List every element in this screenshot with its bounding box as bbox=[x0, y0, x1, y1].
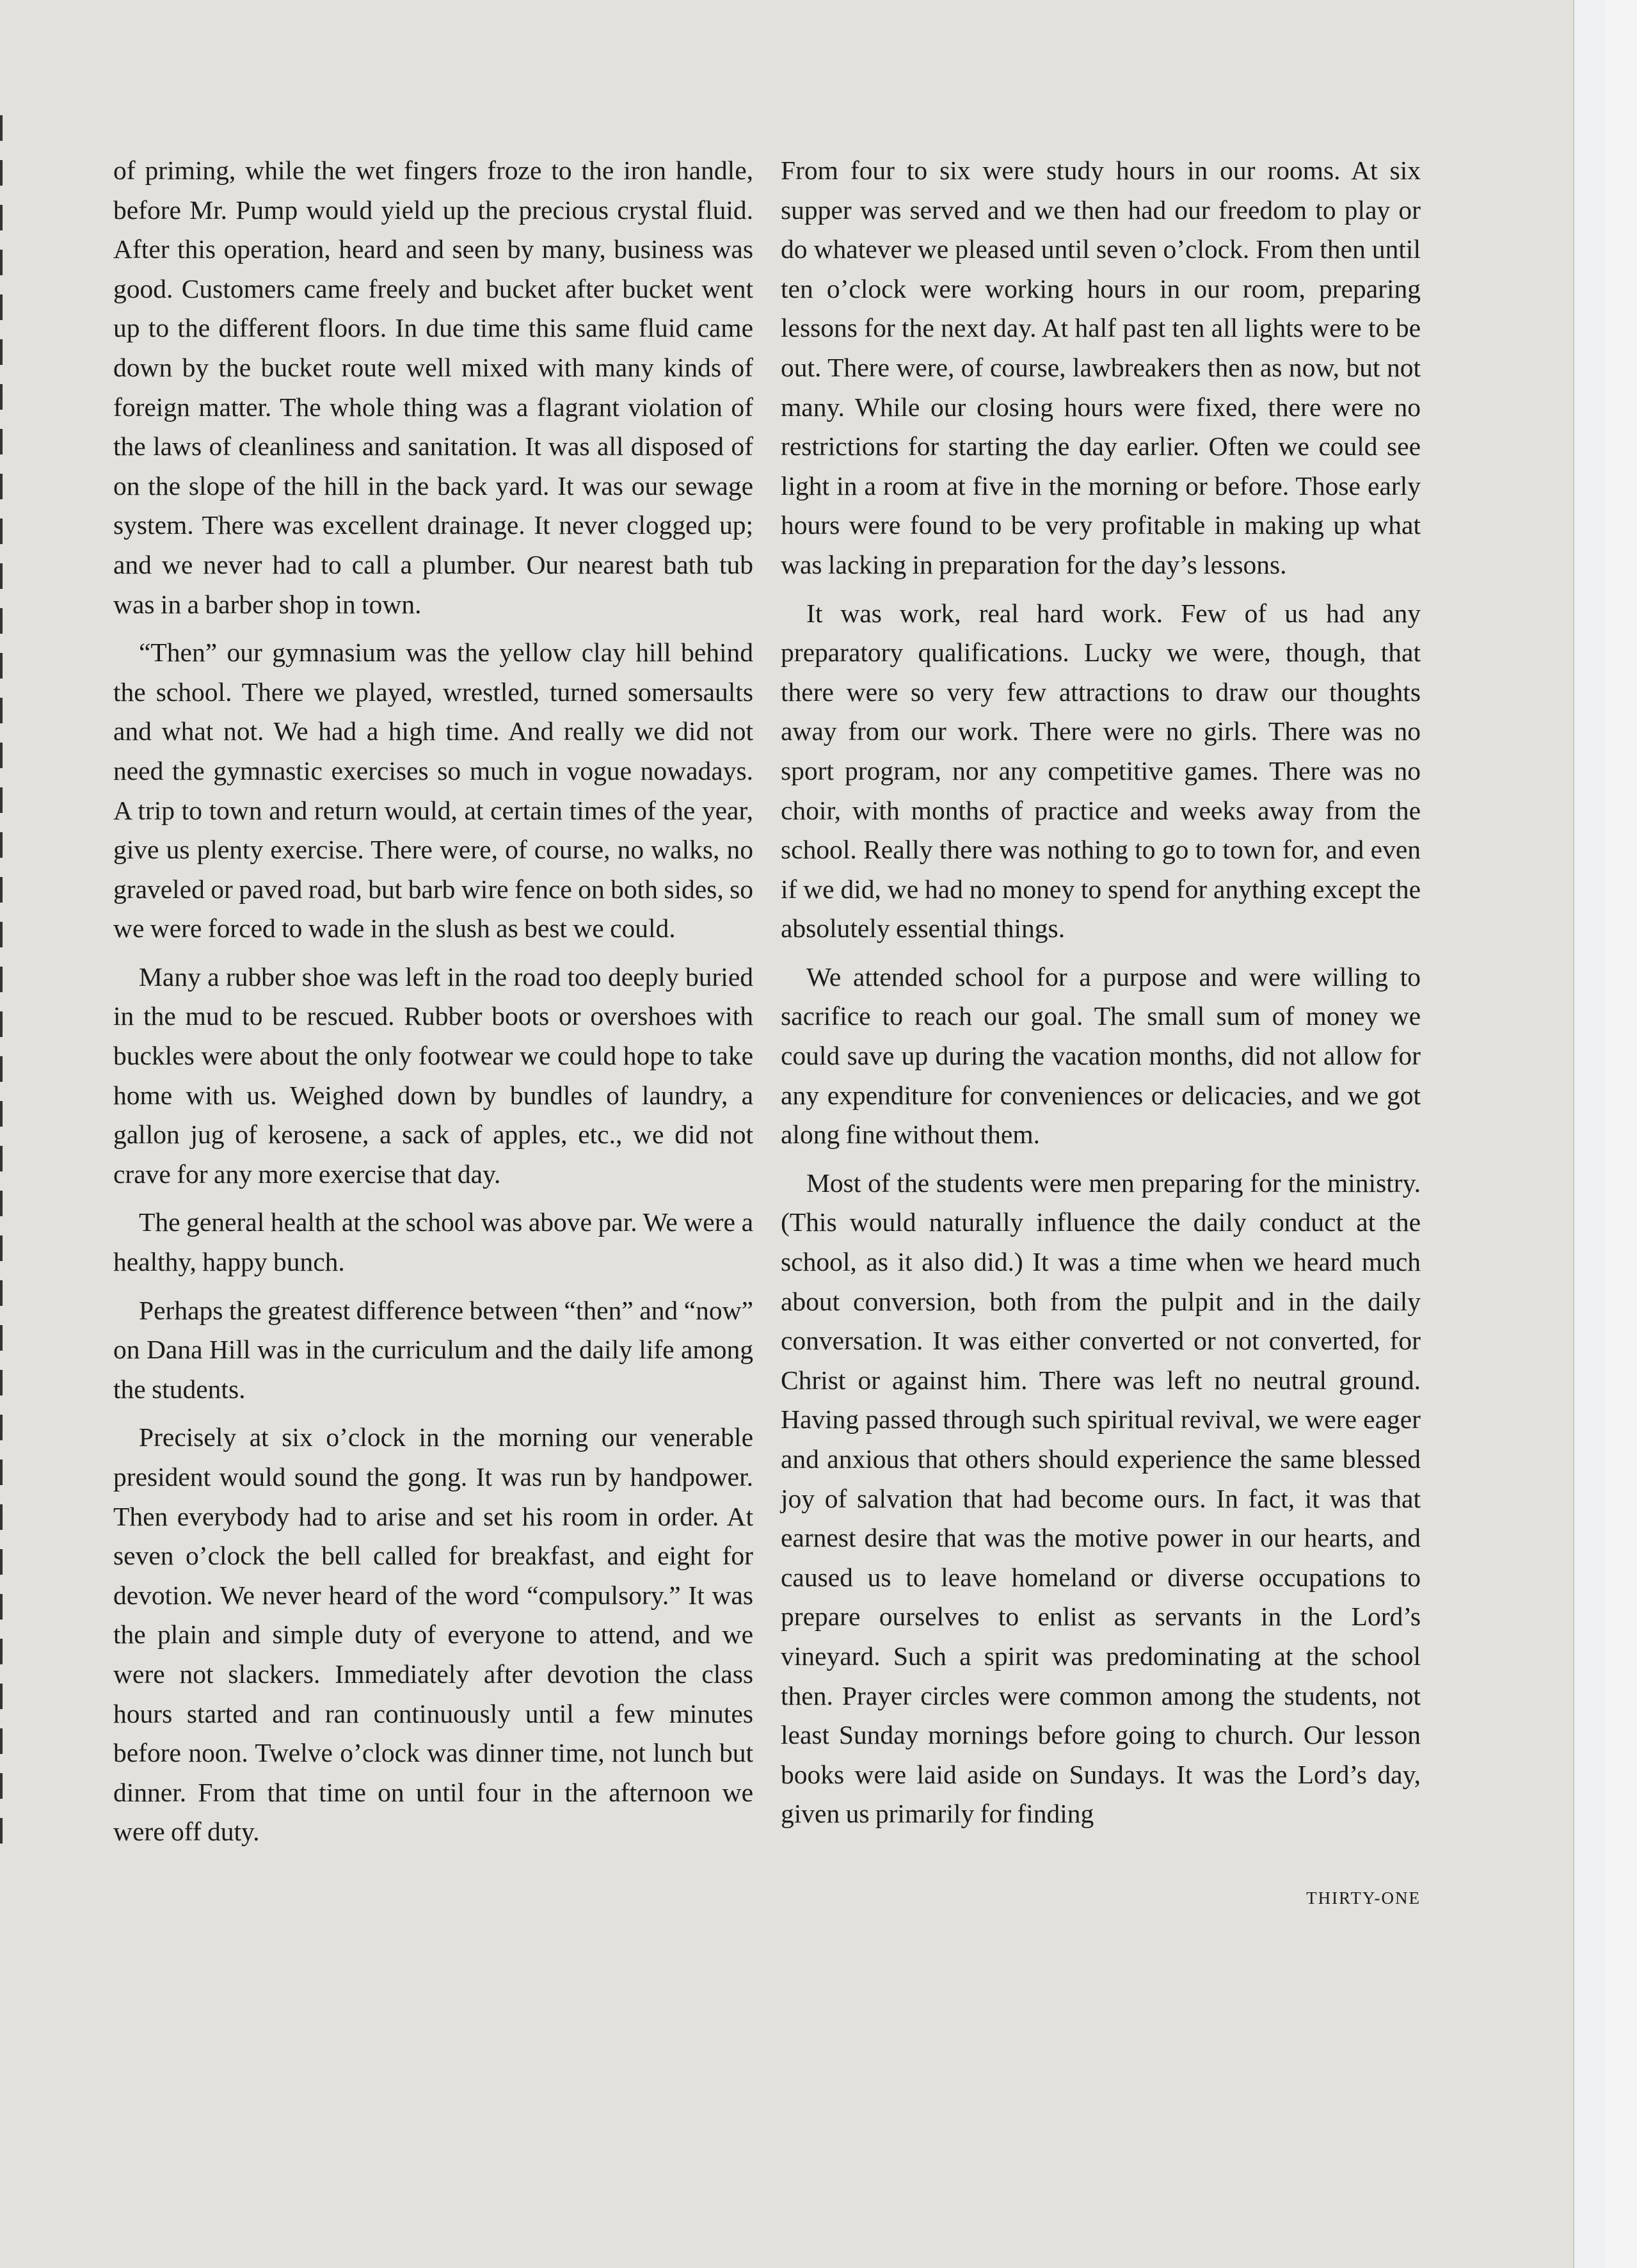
paragraph: The general health at the school was above par. We were a healthy, happy bunch. bbox=[113, 1207, 753, 1277]
paragraph: We attended school for a purpose and were willing to sacrifice to reach our goal. The small sum of money we could save up during the vacation months, did not allow for any expenditure for conveniences or delicacies, and we got along fine without them. bbox=[781, 961, 1421, 1150]
left-column bbox=[113, 151, 753, 1861]
paragraph: From four to six were study hours in our rooms. At six supper was served and we then had our freedom to play or do whatever we pleased until seven o’clock. From then until ten o’clock were working hours in our room, preparing lessons for the next day. At half past ten all lights were to be out. There were, of course, lawbreakers then as now, but not many. While our closing hours were fixed, there were no restrictions for starting the day earlier. Often we could see light in a room at five in the morning or before. Those early hours were found to be very profitable in making up what was lacking in preparation for the day’s lessons. bbox=[781, 156, 1421, 579]
paragraph: Most of the students were men preparing for the ministry. (This would naturally influence the daily conduct at the school, as it also did.) It was a time when we heard much about conversion, both from the pulpit and in the daily conversation. It was either converted or not converted, for Christ or against him. There was left no neutral ground. Having passed through such spiritual revival, we were eager and anxious that others should experience the same blessed joy of salvation that had become ours. In fact, it was that earnest desire that was the motive power in our hearts, and caused us to leave homeland or diverse occupations to prepare ourselves to enlist as servants in the Lord’s vineyard. Such a spirit was predominating at the school then. Prayer circles were common among the students, not least Sunday mornings before going to church. Our lesson books were laid aside on Sundays. It was the Lord’s day, given us primarily for finding bbox=[781, 1168, 1421, 1829]
paragraph: Perhaps the greatest difference between “then” and “now” on Dana Hill was in the curriculum and the daily life among the students. bbox=[113, 1295, 753, 1404]
scan-binding-edge bbox=[0, 115, 3, 1844]
paragraph: It was work, real hard work. Few of us had any preparatory qualifications. Lucky we were, though, that there were so very few attractions to draw our thoughts away from our work. There were no girls. There was no sport program, nor any competitive games. There was no choir, with months of practice and weeks away from the school. Really there was nothing to go to town for, and even if we did, we had no money to spend for anything except the absolutely essential things. bbox=[781, 598, 1421, 944]
paragraph: “Then” our gymnasium was the yellow clay hill behind the school. There we played, wrestled, turned somersaults and what not. We had a high time. And really we did not need the gymnastic exercises so much in vogue nowadays. A trip to town and return would, at certain times of the year, give us plenty exercise. There were, of course, no walks, no graveled or paved road, but barb wire fence on both sides, so we were forced to wade in the slush as best we could. bbox=[113, 638, 753, 944]
page-footer bbox=[113, 1886, 1421, 1910]
text-columns bbox=[113, 151, 1421, 1861]
scan-background-edge bbox=[1573, 0, 1605, 2268]
paragraph: Precisely at six o’clock in the morning our venerable president would sound the gong. It was run by handpower. Then everybody had to arise and set his room in order. At seven o’clock the bell called for breakfast, and eight for devotion. We never heard of the word “compulsory.” It was the plain and simple duty of everyone to attend, and we were not slackers. Immediately after devotion the class hours started and ran continuously until a few minutes before noon. Twelve o’clock was dinner time, not lunch but dinner. From that time on until four in the afternoon we were off duty. bbox=[113, 1422, 753, 1847]
page-number: THIRTY-ONE bbox=[1306, 1888, 1421, 1908]
right-column bbox=[781, 151, 1421, 1843]
paragraph: Many a rubber shoe was left in the road too deeply buried in the mud to be rescued. Rubber boots or overshoes with buckles were about the only footwear we could hope to take home with us. Weighed down by bundles of laundry, a gallon jug of kerosene, a sack of apples, etc., we did not crave for any more exercise that day. bbox=[113, 961, 753, 1189]
paragraph: of priming, while the wet fingers froze to the iron handle, before Mr. Pump would yield up the precious crystal fluid. After this operation, heard and seen by many, business was good. Customers came freely and bucket after bucket went up to the different floors. In due time this same fluid came down by the bucket route well mixed with many kinds of foreign matter. The whole thing was a flagrant violation of the laws of cleanliness and sanitation. It was all disposed of on the slope of the hill in the back yard. It was our sewage system. There was excellent drainage. It never clogged up; and we never had to call a plumber. Our nearest bath tub was in a barber shop in town. bbox=[113, 156, 753, 619]
